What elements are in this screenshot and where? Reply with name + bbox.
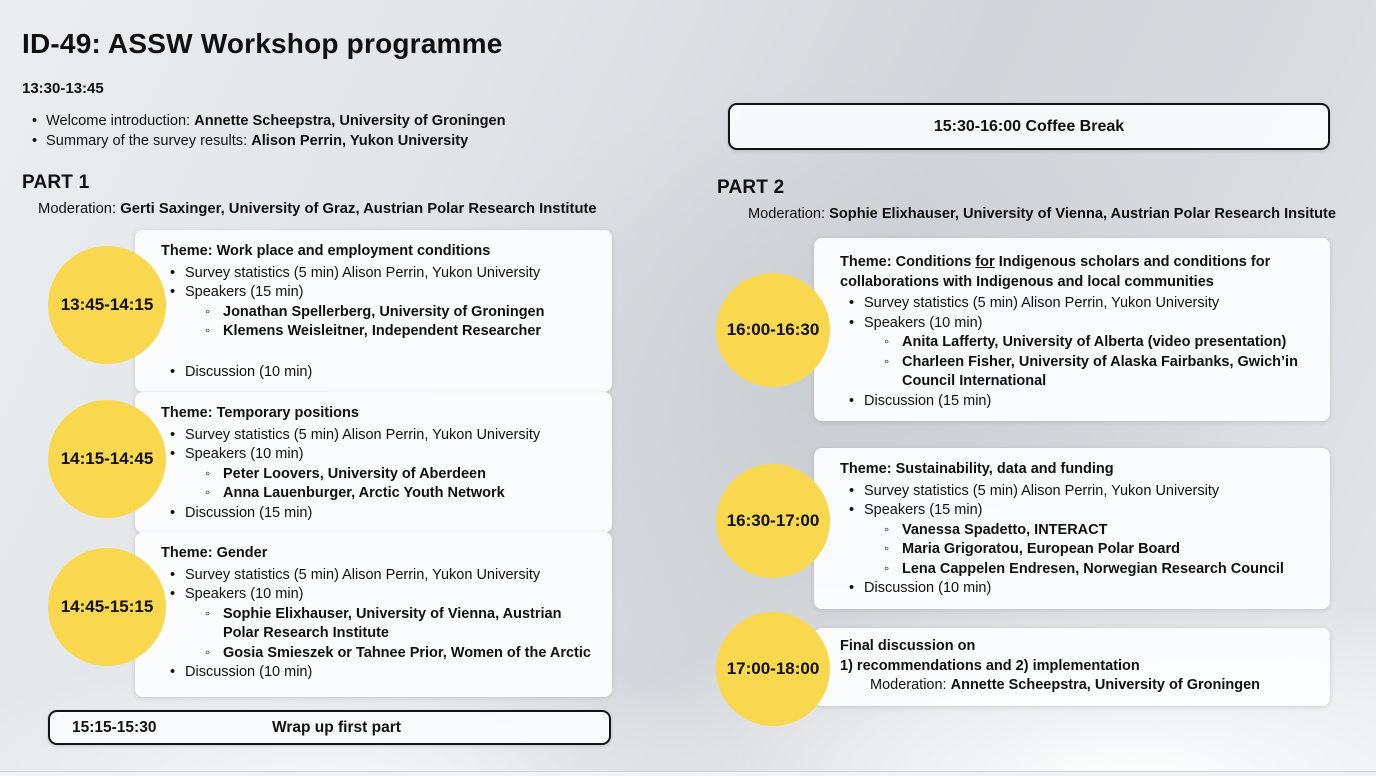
theme-segment: Theme: Gender <box>161 545 268 561</box>
bullet-line <box>161 566 600 586</box>
bullet-icon: • <box>170 504 176 521</box>
bullet-text: Charleen Fisher, University of Alaska Fairbanks, Gwich’in Council International <box>902 353 1298 389</box>
bullet-line <box>161 426 600 446</box>
intro-time: 13:30-13:45 <box>22 80 104 97</box>
intro-item-prefix: Welcome introduction: <box>46 113 195 129</box>
session-card <box>135 392 612 533</box>
page-title: ID-49: ASSW Workshop programme <box>22 28 503 59</box>
intro-item <box>24 132 506 152</box>
bullet-text: Jonathan Spellerberg, University of Groningen <box>223 303 545 320</box>
session <box>716 448 1330 609</box>
bullet-line <box>161 585 600 605</box>
bullet-line <box>161 663 600 683</box>
circle-bullet-icon: ◦ <box>884 334 890 350</box>
bullet-icon: • <box>170 426 176 443</box>
part2-heading: PART 2 <box>717 177 785 198</box>
bullet-text: Survey statistics (5 min) Alison Perrin, Yukon University <box>185 426 541 443</box>
bullet-text: Discussion (10 min) <box>185 664 313 680</box>
bullet-text: Klemens Weisleitner, Independent Researcher <box>223 323 542 339</box>
bullet-line <box>161 264 600 284</box>
moderation-prefix: Moderation: <box>870 677 951 693</box>
theme-segment: Theme: Sustainability, data and funding <box>840 461 1114 477</box>
session-card <box>135 532 612 697</box>
session <box>48 532 612 697</box>
bullet-icon: • <box>849 502 855 518</box>
bullet-text: Sophie Elixhauser, University of Vienna, Austrian Polar Research Institute <box>223 605 562 641</box>
bullet-icon: • <box>849 580 855 596</box>
wrap-up-box <box>48 710 611 745</box>
bullet-text: Discussion (15 min) <box>864 392 992 409</box>
session-time-label: 14:15-14:45 <box>60 449 154 468</box>
circle-bullet-icon: ◦ <box>884 521 890 538</box>
bullet-text: Speakers (15 min) <box>864 502 983 518</box>
wrap-up-label: Wrap up first part <box>272 718 401 736</box>
session-card <box>814 448 1330 609</box>
bottom-band <box>0 771 1376 776</box>
bullet-text: Survey statistics (5 min) Alison Perrin, Yukon University <box>864 482 1220 499</box>
coffee-break-box <box>728 103 1330 150</box>
bullet-line <box>840 501 1318 521</box>
bullet-text: Survey statistics (5 min) Alison Perrin, Yukon University <box>185 566 541 583</box>
bullet-line <box>840 521 1318 541</box>
session-theme <box>161 544 600 564</box>
circle-bullet-icon: ◦ <box>884 541 890 557</box>
moderation-prefix: Moderation: <box>38 201 121 217</box>
theme-segment: Theme: Work place and employment conditions <box>161 243 491 259</box>
moderation-name: Annette Scheepstra, University of Groningen <box>950 677 1261 693</box>
session <box>48 392 612 533</box>
moderation-name: Gerti Saxinger, University of Graz, Austrian Polar Research Institute <box>120 201 597 217</box>
intro-list <box>24 112 506 151</box>
part1-moderation <box>38 201 597 217</box>
part1-heading: PART 1 <box>22 172 90 193</box>
session-theme <box>161 242 600 262</box>
part2-moderation <box>748 206 1336 222</box>
bullet-line <box>840 392 1318 412</box>
bullet-icon: • <box>170 446 176 462</box>
bullet-line <box>161 303 600 323</box>
session-time-badge <box>716 273 830 387</box>
session <box>716 238 1330 421</box>
intro-item-name: Annette Scheepstra, University of Groningen <box>194 113 506 129</box>
final-discussion-line: Final discussion on <box>840 638 976 654</box>
intro-item-name: Alison Perrin, Yukon University <box>251 132 469 149</box>
theme-segment: Theme: Conditions <box>840 254 976 270</box>
bullet-line <box>161 322 600 342</box>
session-time-label: 16:00-16:30 <box>726 320 820 339</box>
bullet-line <box>161 605 600 644</box>
session-card <box>814 238 1330 421</box>
bullet-text: Discussion (10 min) <box>864 580 992 596</box>
bullet-icon: • <box>849 314 855 331</box>
circle-bullet-icon: ◦ <box>205 303 211 320</box>
intro-item-prefix: Summary of the survey results: <box>46 132 252 149</box>
circle-bullet-icon: ◦ <box>205 485 211 501</box>
bullet-line <box>161 504 600 524</box>
session-time-badge <box>716 612 830 726</box>
bullet-text: Speakers (15 min) <box>185 284 304 300</box>
session-time-label: 14:45-15:15 <box>60 597 154 616</box>
bullet-icon: • <box>170 566 176 583</box>
bullet-line <box>161 445 600 465</box>
bullet-icon: • <box>170 586 176 602</box>
session-theme <box>161 404 600 424</box>
bullet-line <box>161 363 600 383</box>
session-time-badge <box>48 246 166 364</box>
wrap-up-time: 15:15-15:30 <box>72 718 157 736</box>
session-theme <box>840 253 1318 292</box>
session-time-label: 13:45-14:15 <box>60 295 154 314</box>
bullet-line <box>840 540 1318 560</box>
bullet-line <box>161 644 600 664</box>
circle-bullet-icon: ◦ <box>884 560 890 577</box>
bullet-line <box>840 482 1318 502</box>
circle-bullet-icon: ◦ <box>884 353 890 370</box>
session-time-label: 17:00-18:00 <box>726 659 820 678</box>
bullet-line <box>161 465 600 485</box>
bullet-text: Speakers (10 min) <box>185 586 304 602</box>
bullet-icon: • <box>849 295 855 311</box>
final-discussion-line: 1) recommendations and 2) implementation <box>840 657 1140 674</box>
bullet-icon: • <box>849 392 855 409</box>
session <box>48 230 612 392</box>
theme-segment: Indigenous scholars and conditions for collaborations with Indigenous and local communities <box>840 254 1271 290</box>
bullet-icon: • <box>32 132 38 149</box>
bullet-line <box>840 314 1318 334</box>
session-theme <box>840 460 1318 480</box>
bullet-text: Discussion (10 min) <box>185 363 313 380</box>
bullet-icon: • <box>170 664 176 680</box>
moderation-prefix: Moderation: <box>748 206 830 222</box>
theme-segment: Theme: Temporary positions <box>161 405 359 421</box>
circle-bullet-icon: ◦ <box>205 644 211 661</box>
bullet-icon: • <box>170 284 176 300</box>
circle-bullet-icon: ◦ <box>205 323 211 339</box>
final-moderation <box>840 676 1318 696</box>
bullet-text: Speakers (10 min) <box>864 314 983 331</box>
intro-item <box>24 112 506 132</box>
bullet-line <box>840 353 1318 392</box>
session-time-badge <box>48 400 166 518</box>
session-card <box>135 230 612 392</box>
bullet-text: Maria Grigoratou, European Polar Board <box>902 541 1180 557</box>
bullet-icon: • <box>170 363 176 380</box>
bullet-text: Anita Lafferty, University of Alberta (video presentation) <box>902 334 1287 350</box>
session-card <box>814 628 1330 706</box>
circle-bullet-icon: ◦ <box>205 605 211 622</box>
bullet-line <box>840 333 1318 353</box>
bullet-line <box>840 294 1318 314</box>
bullet-icon: • <box>32 113 38 129</box>
bullet-icon: • <box>170 264 176 281</box>
circle-bullet-icon: ◦ <box>205 465 211 482</box>
bullet-line <box>840 579 1318 599</box>
coffee-break-label: 15:30-16:00 Coffee Break <box>933 117 1125 135</box>
moderation-name: Sophie Elixhauser, University of Vienna, Austrian Polar Research Insitute <box>829 206 1337 222</box>
bullet-text: Vanessa Spadetto, INTERACT <box>902 521 1108 538</box>
bullet-text: Peter Loovers, University of Aberdeen <box>223 465 486 482</box>
bullet-line <box>161 283 600 303</box>
bullet-text: Anna Lauenburger, Arctic Youth Network <box>223 485 505 501</box>
session <box>716 628 1330 706</box>
session-time-badge <box>716 464 830 578</box>
bullet-text: Survey statistics (5 min) Alison Perrin, Yukon University <box>864 295 1220 311</box>
bullet-text: Gosia Smieszek or Tahnee Prior, Women of the Arctic <box>223 644 591 661</box>
bullet-line <box>161 484 600 504</box>
bullet-text: Speakers (10 min) <box>185 446 304 462</box>
theme-segment: for <box>975 254 995 270</box>
session-time-badge <box>48 548 166 666</box>
bullet-line <box>840 560 1318 580</box>
bullet-text: Survey statistics (5 min) Alison Perrin, Yukon University <box>185 264 541 281</box>
session-time-label: 16:30-17:00 <box>726 511 820 530</box>
bullet-text: Discussion (15 min) <box>185 504 313 521</box>
bullet-text: Lena Cappelen Endresen, Norwegian Research Council <box>902 560 1284 577</box>
bullet-icon: • <box>849 482 855 499</box>
